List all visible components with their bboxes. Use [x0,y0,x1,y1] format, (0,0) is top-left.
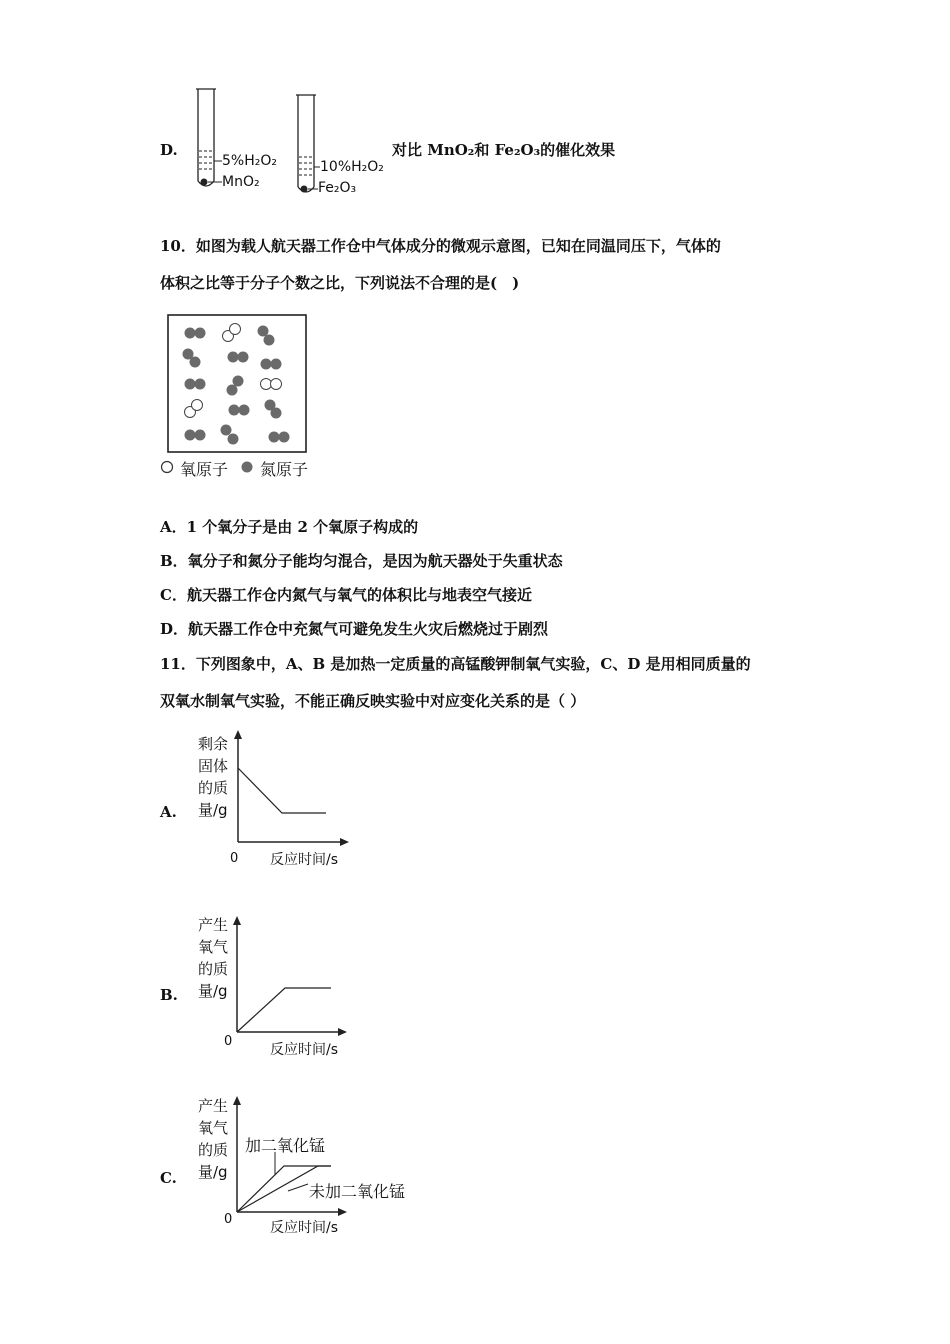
graph-a-curve [238,768,326,813]
tube2-label-h2o2: 10%H₂O₂ [320,159,384,175]
oxygen-atom-legend-icon [160,459,176,475]
nitrogen-atom-legend-icon [240,459,256,475]
q11-stem-line1: 11．下列图象中，A、B 是加热一定质量的高锰酸钾制氧气实验，C、D 是用相同质量的 [160,655,751,673]
graph-c-xlabel: 反应时间/s [270,1220,339,1236]
graph-b-ylabel: 产生 氧气 的质 量/g [198,916,229,1000]
tube-mno2 [196,89,222,186]
molecule-diagram [166,313,310,455]
tube1-label-h2o2: 5%H₂O₂ [222,153,277,169]
graph-b-plot [228,914,353,1038]
graph-c-letter: C. [160,1169,177,1187]
q11-stem-line2: 双氧水制氧气实验，不能正确反映实验中对应变化关系的是（ ） [160,692,586,710]
graph-c-origin: 0 [224,1212,233,1227]
option-d-text: 对比 MnO₂和 Fe₂O₃的催化效果 [392,141,616,159]
legend-nitrogen-label: 氮原子 [260,460,309,479]
q10-option-a: A．1 个氧分子是由 2 个氧原子构成的 [160,518,419,536]
graph-a-ylabel: 剩余 固体 的质 量/g [198,735,229,819]
q10-stem-line1: 10．如图为载人航天器工作仓中气体成分的微观示意图，已知在同温同压下，气体的 [160,237,721,255]
legend-oxygen-label: 氧原子 [180,460,229,479]
graph-c-ylabel: 产生 氧气 的质 量/g [198,1097,229,1181]
tube2-label-fe2o3: Fe₂O₃ [318,180,357,196]
graph-b-curve [237,988,331,1032]
graph-a-origin: 0 [230,851,239,866]
option-d-letter: D. [160,141,178,159]
graph-b-letter: B. [160,986,178,1004]
tube1-label-mno2: MnO₂ [222,174,260,190]
graph-a-letter: A. [160,803,177,821]
q10-option-d: D．航天器工作仓中充氮气可避免发生火灾后燃烧过于剧烈 [160,620,549,638]
tube-fe2o3 [296,95,320,193]
graph-b-origin: 0 [224,1034,233,1049]
graph-a-plot [228,728,353,848]
q10-stem-line2: 体积之比等于分子个数之比，下列说法不合理的是( ) [160,274,520,292]
graph-b-xlabel: 反应时间/s [270,1042,339,1058]
q10-option-b: B．氧分子和氮分子能均匀混合，是因为航天器处于失重状态 [160,552,563,570]
graph-c-label-with-mno2: 加二氧化锰 [245,1136,326,1155]
graph-c-label-without-mno2: 未加二氧化锰 [309,1182,406,1201]
graph-a-xlabel: 反应时间/s [270,852,339,868]
q10-option-c: C．航天器工作仓内氮气与氧气的体积比与地表空气接近 [160,586,532,604]
